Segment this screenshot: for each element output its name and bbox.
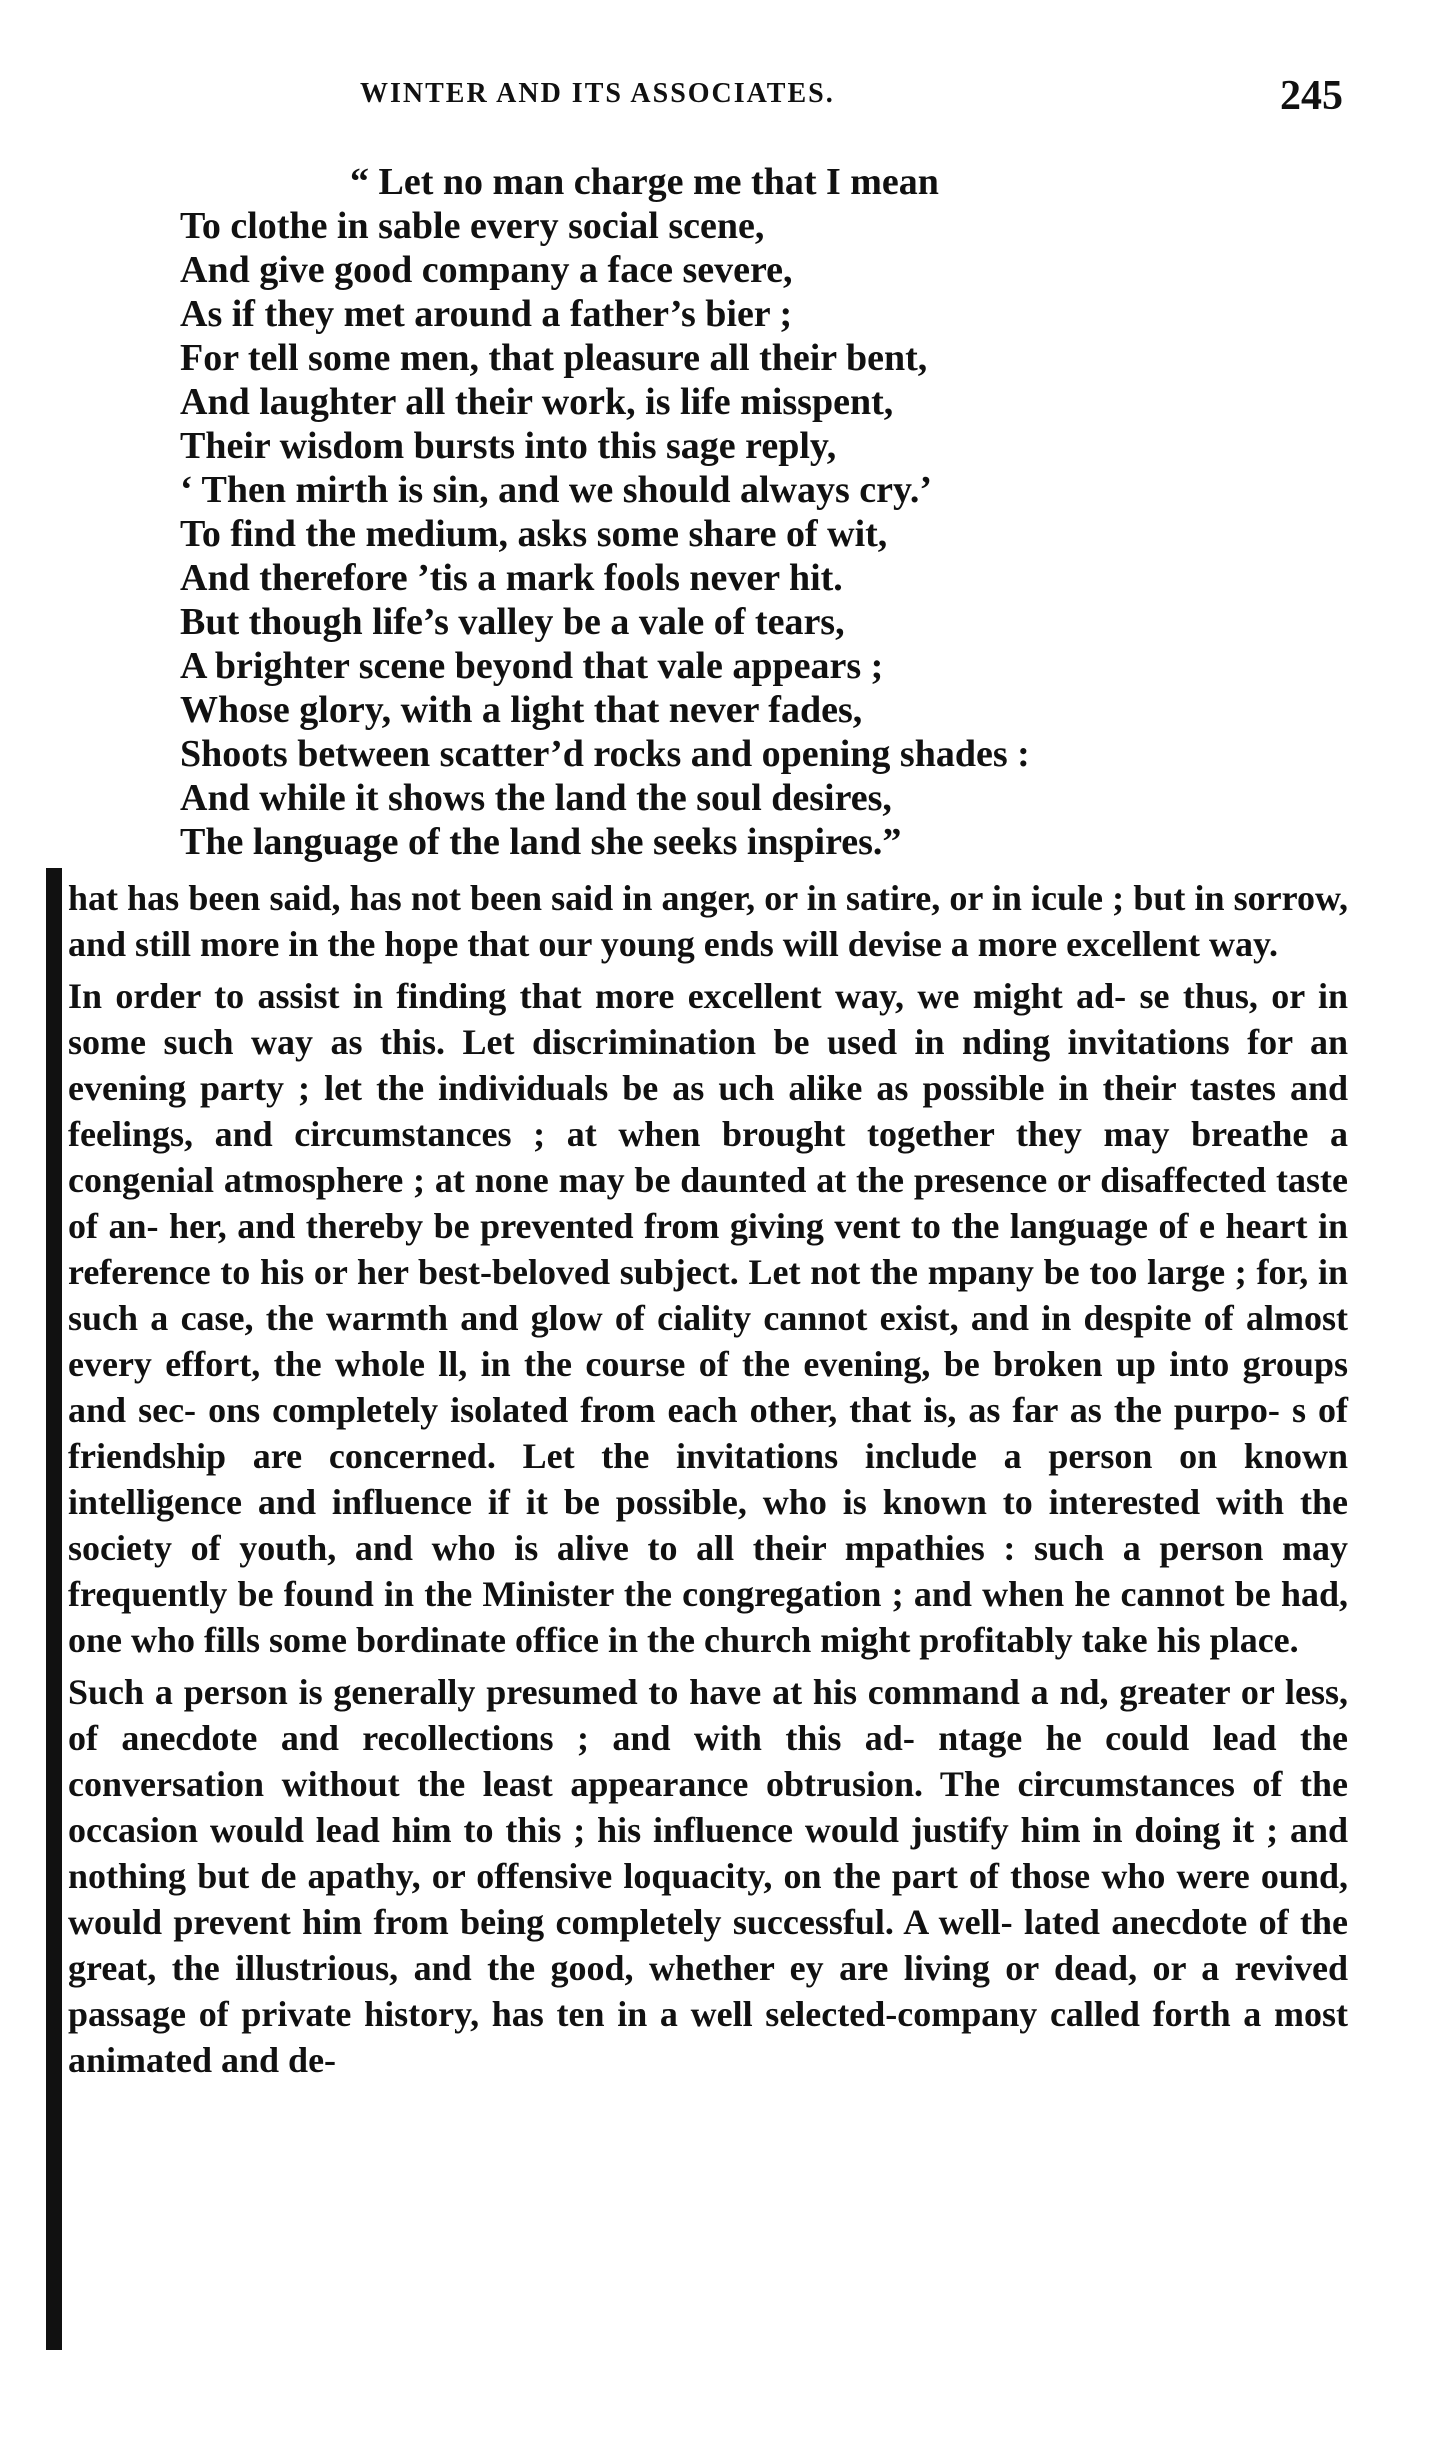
poem-line: A brighter scene beyond that vale appears ;: [180, 645, 884, 687]
poem-line: “ Let no man charge me that I mean: [350, 161, 939, 203]
poem-line: For tell some men, that pleasure all their bent,: [180, 337, 928, 379]
scan-margin-bar: [46, 868, 62, 2350]
paragraph: In order to assist in finding that more excellent way, we might ad- se thus, or in some such way as this. Let discrimination be used in nding invitations for an evening party ; let the individuals be as uch alike as possible in their tastes and feelings, and circumstances ; at when brought together they may breathe a congenial atmosphere ; at none may be daunted at the presence or disaffected taste of an- her, and thereby be prevented from giving vent to the language of e heart in reference to his or her best-beloved subject. Let not the mpany be too large ; for, in such a case, the warmth and glow of ciality cannot exist, and in despite of almost every effort, the whole ll, in the course of the evening, be broken up into groups and sec- ons completely isolated from each other, that is, as far as the purpo- s of friendship are concerned. Let the invitations include a person on known intelligence and influence if it be possible, who is known to interested with the society of youth, and who is alive to all their mpathies : such a person may frequently be found in the Minister the congregation ; and when he cannot be had, one who fills some bordinate office in the church might profitably take his place.: [68, 976, 1348, 1660]
poem-line: To find the medium, asks some share of wit,: [180, 513, 888, 555]
paragraph: hat has been said, has not been said in anger, or in satire, or in icule ; but in sorrow, and still more in the hope that our young ends will devise a more excellent way.: [68, 878, 1348, 964]
body-text: [68, 875, 1348, 2089]
poem-line: The language of the land she seeks inspires.”: [180, 821, 902, 863]
poem-line: And laughter all their work, is life misspent,: [180, 381, 894, 423]
poem-line: ‘ Then mirth is sin, and we should always cry.’: [180, 469, 933, 511]
poem-line: As if they met around a father’s bier ;: [180, 293, 793, 335]
poem-line: To clothe in sable every social scene,: [180, 205, 765, 247]
poem-line: Whose glory, with a light that never fades,: [180, 689, 863, 731]
poem-line: And while it shows the land the soul desires,: [180, 777, 892, 819]
poem-line: And give good company a face severe,: [180, 249, 793, 291]
poem-line: And therefore ’tis a mark fools never hit.: [180, 557, 843, 599]
running-title: WINTER AND ITS ASSOCIATES.: [360, 78, 835, 109]
page-number: 245: [1280, 73, 1343, 119]
poem-quotation: [180, 160, 1280, 864]
paragraph: Such a person is generally presumed to have at his command a nd, greater or less, of anecdote and recollections ; and with this ad- ntage he could lead the conversation without the least appearance obtrusion. The circumstances of the occasion would lead him to this ; his influence would justify him in doing it ; and nothing but de apathy, or offensive loquacity, on the part of those who were ound, would prevent him from being completely successful. A well- lated anecdote of the great, the illustrious, and the good, whether ey are living or dead, or a revived passage of private history, has ten in a well selected-company called forth a most animated and de-: [68, 1672, 1348, 2080]
poem-line: But though life’s valley be a vale of tears,: [180, 601, 845, 643]
poem-line: Shoots between scatter’d rocks and opening shades :: [180, 733, 1030, 775]
poem-line: Their wisdom bursts into this sage reply,: [180, 425, 837, 467]
